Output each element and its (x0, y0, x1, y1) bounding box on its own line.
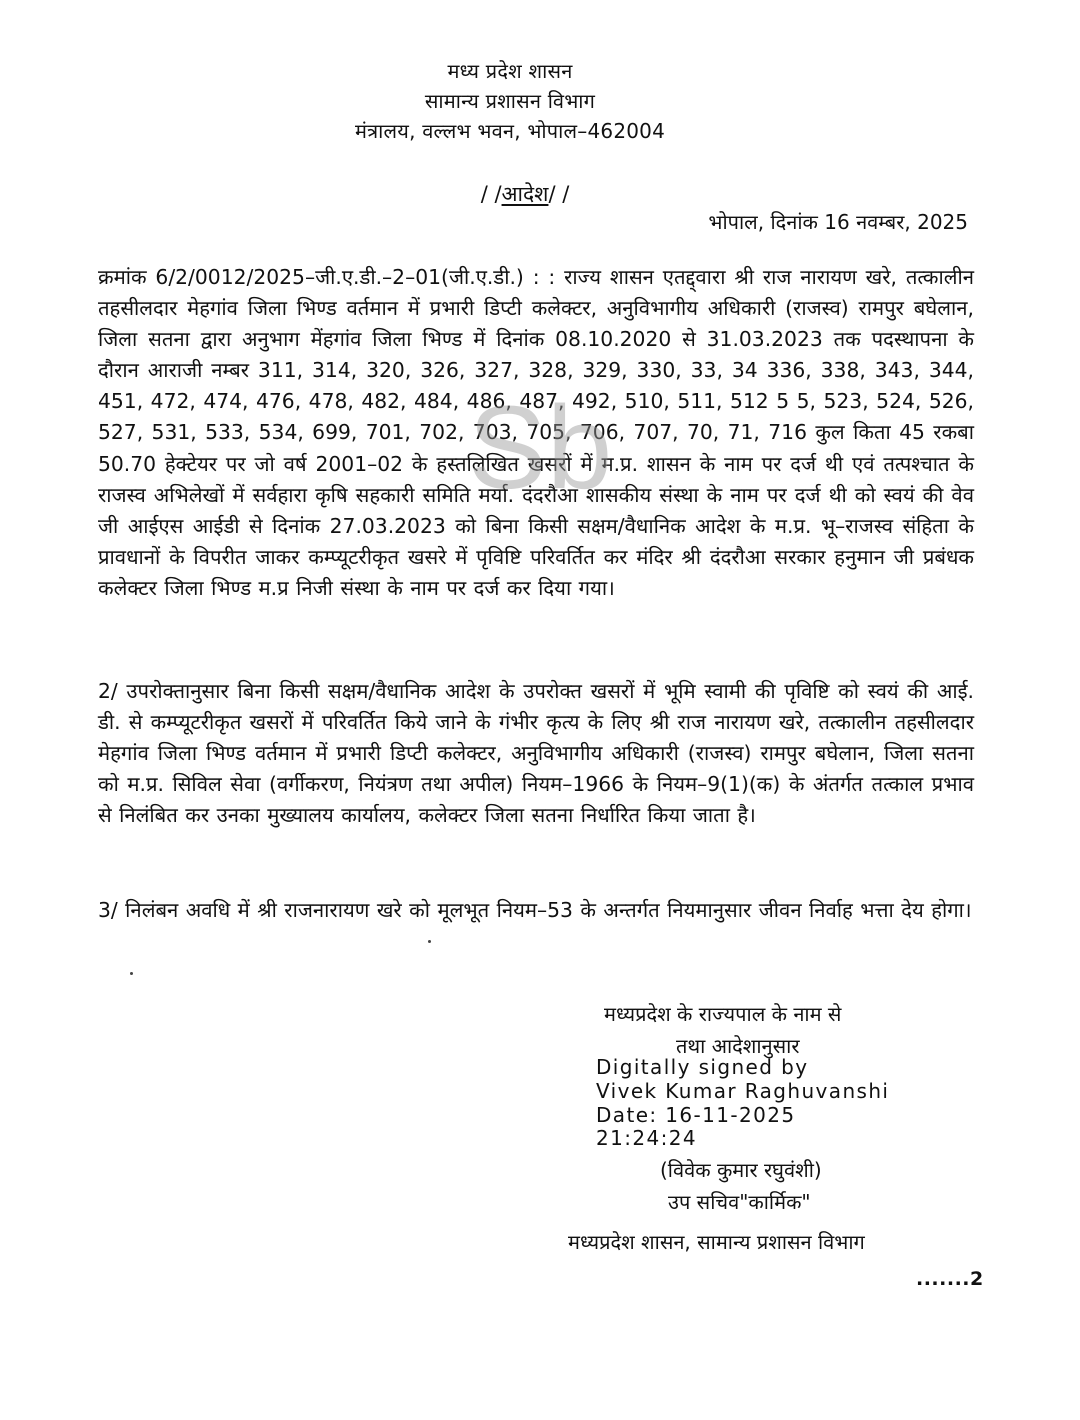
header-address: मंत्रालय, वल्लभ भवन, भोपाल–462004 (354, 119, 666, 143)
header-department: सामान्य प्रशासन विभाग (424, 89, 596, 113)
signature-authority-line: मध्यप्रदेश के राज्यपाल के नाम से (604, 1002, 842, 1026)
paragraph-3: 3/ निलंबन अवधि में श्री राजनारायण खरे को मूलभूत नियम–53 के अन्तर्गत नियमानुसार जीवन निर्वाह भत्ता देय होगा। (98, 898, 972, 922)
order-heading-suffix: / / (548, 182, 570, 206)
order-date: भोपाल, दिनांक 16 नवम्बर, 2025 (708, 210, 968, 234)
watermark: Sb (468, 382, 613, 514)
header-government: मध्य प्रदेश शासन (447, 59, 573, 83)
order-heading (0, 180, 1050, 208)
signatory-department: मध्यप्रदेश शासन, सामान्य प्रशासन विभाग (568, 1230, 865, 1254)
digital-signature-signer: Vivek Kumar Raghuvanshi (596, 1079, 890, 1103)
order-heading-title: आदेश (501, 182, 549, 206)
digital-signature-time: 21:24:24 (596, 1126, 698, 1150)
paragraph-2: 2/ उपरोक्तानुसार बिना किसी सक्षम/वैधानिक आदेश के उपरोक्त खसरों में भूमि स्वामी की पृविष्टि को स्वयं की आई. डी. से कम्प्यूटरीकृत खसरों में परिवर्तित किये जाने के गंभीर कृत्य के लिए श्री राज नारायण खरे, तत्कालीन तहसीलदार मेहगांव जिला भिण्ड वर्तमान में प्रभारी डिप्टी कलेक्टर, अनुविभागीय अधिकारी (राजस्व) रामपुर बघेलान, जिला सतना को म.प्र. सिविल सेवा (वर्गीकरण, नियंत्रण तथा अपील) नियम–1966 के नियम–9(1)(क) के अंतर्गत तत्काल प्रभाव से निलंबित कर उनका मुख्यालय कार्यालय, कलेक्टर जिला सतना निर्धारित किया जाता है। (98, 679, 974, 828)
scan-speck (428, 940, 431, 943)
order-heading-prefix: / / (480, 182, 502, 206)
paragraph-1: क्रमांक 6/2/0012/2025–जी.ए.डी.–2–01(जी.ए.डी.) : : राज्य शासन एतद्द्वारा श्री राज नारायण खरे, तत्कालीन तहसीलदार मेहगांव जिला भिण्ड वर्तमान में प्रभारी डिप्टी कलेक्टर, अनुविभागीय अधिकारी (राजस्व) रामपुर बघेलान, जिला सतना द्वारा अनुभाग मेंहगांव जिला भिण्ड में दिनांक 08.10.2020 से 31.03.2023 तक पदस्थापना के दौरान आराजी नम्बर 311, 314, 320, 326, 327, 328, 329, 330, 33, 34 336, 338, 343, 344, 451, 472, 474, 476, 478, 482, 484, 486, 487, 492, 510, 511, 512 5 5, 523, 524, 526, 527, 531, 533, 534, 699, 701, 702, 703, 705, 706, 707, 70, 71, 716 कुल किता 45 रकबा 50.70 हेक्टेयर पर जो वर्ष 2001–02 के हस्तलिखित खसरों में म.प्र. शासन के नाम पर दर्ज थी एवं तत्पश्चात के राजस्व अभिलेखों में सर्वहारा कृषि सहकारी समिति मर्या. दंदरौआ शासकीय संस्था के नाम पर दर्ज थी को स्वयं की वेव जी आईएस आईडी से दिनांक 27.03.2023 को बिना किसी सक्षम/वैधानिक आदेश के म.प्र. भू–राजस्व संहिता के प्रावधानों के विपरीत जाकर कम्प्यूटरीकृत खसरे में पृविष्टि परिवर्तित कर मंदिर श्री दंदरौआ सरकार हनुमान जी प्रबंधक कलेक्टर जिला भिण्ड म.प्र निजी संस्था के नाम पर दर्ज कर दिया गया। (98, 265, 974, 600)
scan-speck (130, 972, 133, 975)
signatory-name: (विवेक कुमार रघुवंशी) (660, 1158, 822, 1182)
digital-signature-label: Digitally signed by (596, 1055, 809, 1079)
digital-signature-date: Date: 16-11-2025 (596, 1103, 796, 1127)
signature-order-line: तथा आदेशानुसार (676, 1034, 800, 1058)
page-continuation-marker: .......2 (916, 1268, 984, 1290)
signatory-designation: उप सचिव"कार्मिक" (668, 1190, 811, 1214)
